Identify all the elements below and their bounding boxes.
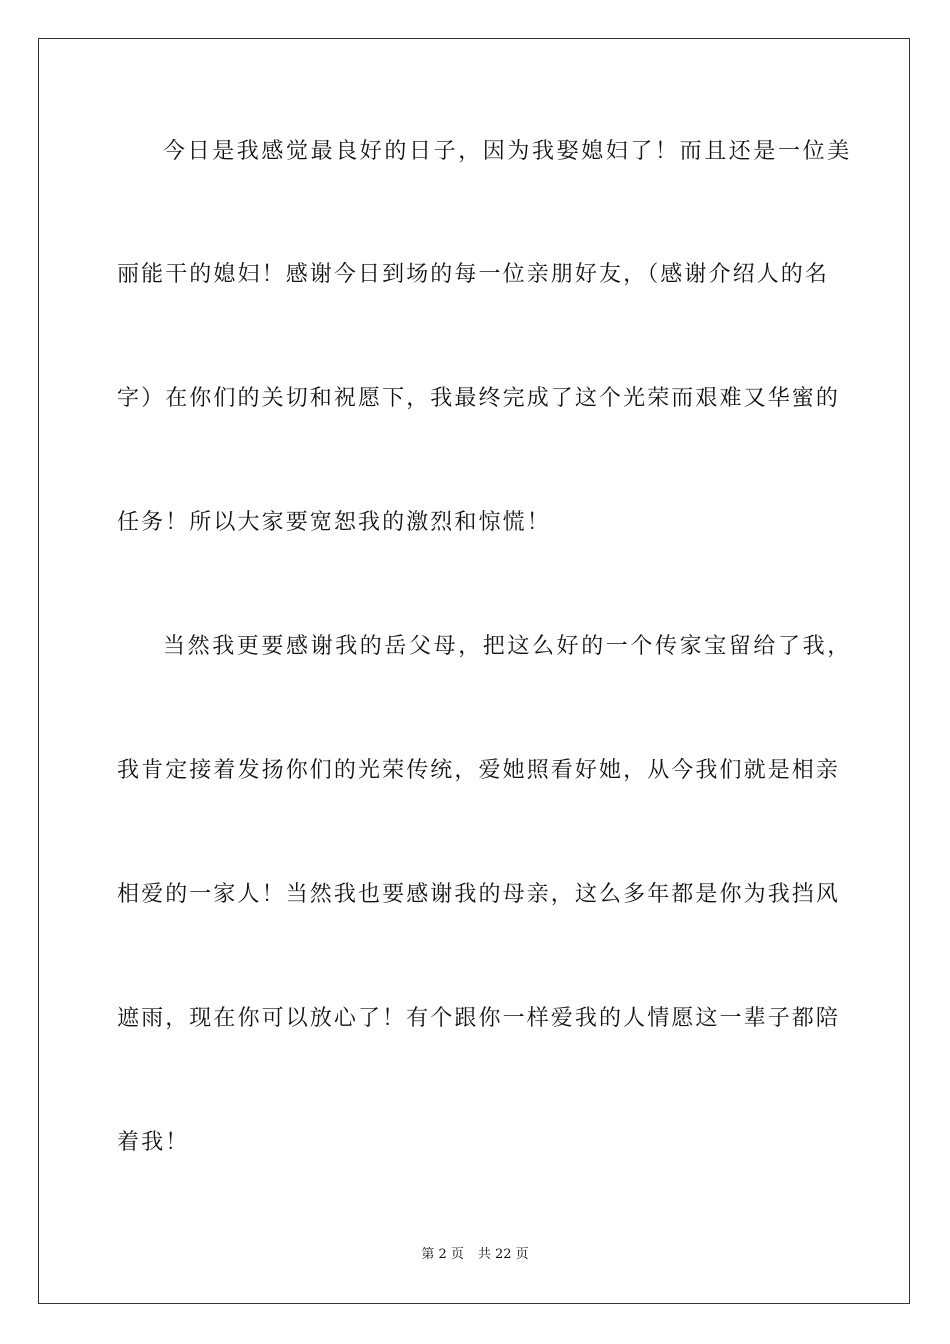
total-pages: 共 22 页 [477,1247,529,1262]
page-footer [0,1247,950,1263]
paragraph-2-line-3: 相爱的一家人！当然我也要感谢我的母亲，这么多年都是你为我挡风 [117,882,841,907]
page-frame [38,38,910,1304]
paragraph-1-line-2: 丽能干的媳妇！感谢今日到场的每一位亲朋好友，（感谢介绍人的名 [117,262,830,287]
paragraph-2-line-1: 当然我更要感谢我的岳父母，把这么好的一个传家宝留给了我， [163,634,852,659]
paragraph-2-line-5: 着我！ [117,1130,190,1155]
paragraph-1-line-3: 字）在你们的关切和祝愿下，我最终完成了这个光荣而艰难又华蜜的 [117,386,841,411]
paragraph-1-line-1: 今日是我感觉最良好的日子，因为我娶媳妇了！而且还是一位美 [163,139,852,164]
paragraph-2-line-4: 遮雨，现在你可以放心了！有个跟你一样爱我的人情愿这一辈子都陪 [117,1006,841,1031]
paragraph-1-line-4: 任务！所以大家要宽恕我的激烈和惊慌！ [117,510,551,535]
page-number: 第 2 页 [421,1247,464,1262]
paragraph-2-line-2: 我肯定接着发扬你们的光荣传统，爱她照看好她，从今我们就是相亲 [117,758,841,783]
